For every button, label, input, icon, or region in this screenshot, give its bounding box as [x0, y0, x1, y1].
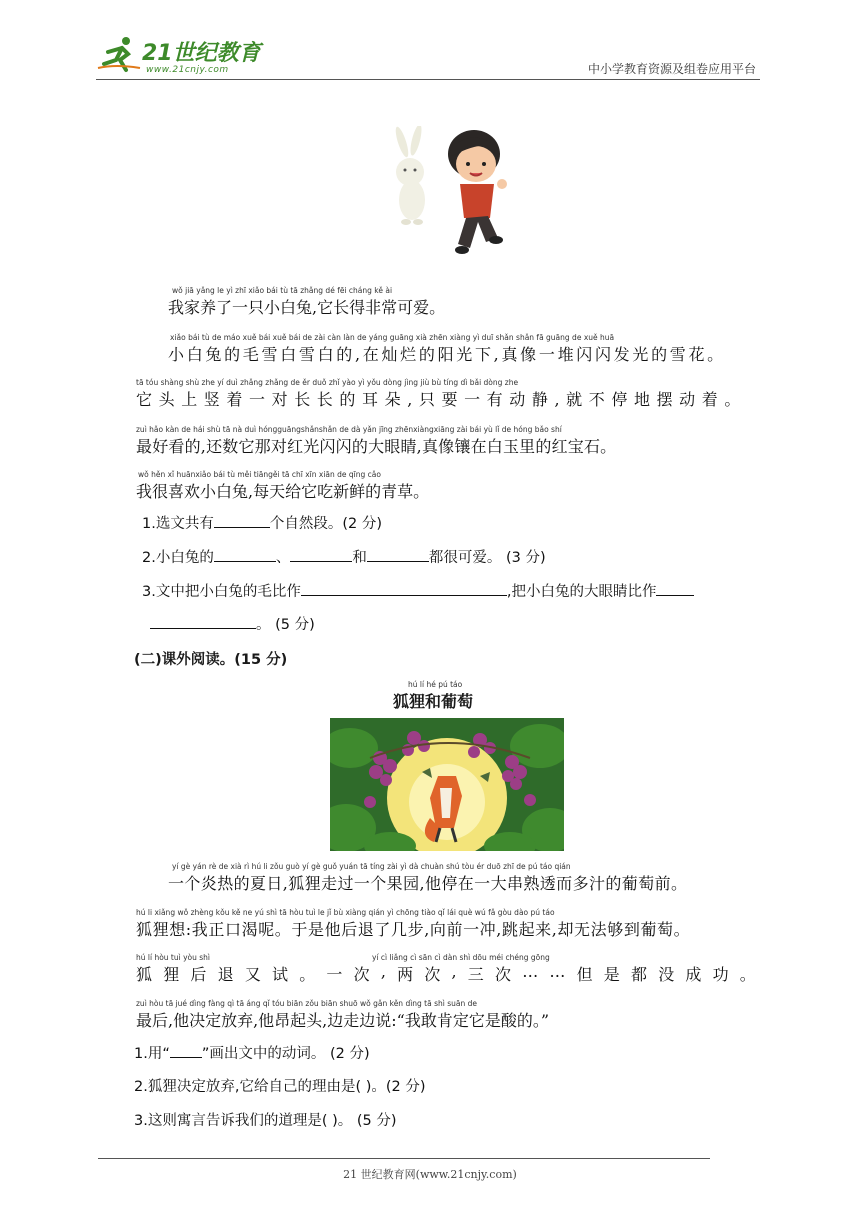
text-char: 功 — [712, 965, 729, 984]
pinyin-line: zuì hòu tā jué dìng fàng qì tā áng qǐ tóu biān zǒu biān shuō wǒ gǎn kěn dìng tā shì suān de — [136, 999, 478, 1008]
answer-blank[interactable] — [290, 547, 352, 562]
pinyin-line: zuì hǎo kàn de hái shù tā nà duì hónɡguāngshǎnshǎn de dà yǎn jīng zhēnxiàngxiāng zài bái yù lǐ de hóng bǎo shí — [136, 425, 562, 434]
text-line — [136, 962, 756, 985]
question-3: 3.这则寓言告诉我们的道理是( )。 (5 分) — [134, 1113, 397, 1129]
text-char: 但 — [576, 965, 593, 984]
header-platform-text: 中小学教育资源及组卷应用平台 — [587, 62, 756, 76]
section-heading: (二)课外阅读。(15 分) — [134, 652, 288, 668]
question-text: 。 (5 分) — [256, 617, 315, 633]
question-text: ”画出文中的动词。 (2 分) — [201, 1046, 370, 1062]
pinyin-line: wǒ hěn xǐ huānxiǎo bái tù měi tiāngěi tā chī xīn xiān de qīng cǎo — [138, 470, 381, 479]
footer-text: 21 世纪教育网(www.21cnjy.com) — [343, 1168, 517, 1181]
answer-blank[interactable] — [656, 581, 694, 596]
answer-blank[interactable] — [214, 513, 270, 528]
text-char: 。 — [739, 965, 756, 984]
text-char: 三 — [467, 965, 484, 984]
text-char: … — [522, 962, 539, 981]
question-text: 1.选文共有 — [142, 516, 214, 532]
boy-illustration — [448, 130, 507, 254]
logo-url: www.21cnjy.com — [146, 65, 229, 75]
pinyin-line: wǒ jiā yǎng le yì zhī xiǎo bái tù tā zhǎng dé fēi cháng kě ài — [172, 286, 393, 295]
text-char: 后 — [190, 965, 207, 984]
passage-title: 狐狸和葡萄 — [393, 692, 474, 711]
answer-blank[interactable] — [367, 547, 429, 562]
question-3 — [142, 580, 694, 601]
question-3-continued — [150, 613, 315, 634]
text-char: 没 — [658, 965, 675, 984]
pinyin-line: tā tóu shàng shù zhe yí duì zhǎng zhǎng de ěr duǒ zhǐ yào yì yǒu dòng jìng jiù bù tíng dì bǎi dòng zhe — [136, 378, 519, 387]
text-char: , — [451, 962, 457, 981]
fox-and-grapes-illustration — [330, 718, 564, 851]
text-line: 最后,他决定放弃,他昂起头,边走边说:“我敢肯定它是酸的。” — [136, 1011, 550, 1030]
question-text: 、 — [275, 550, 291, 566]
text-line: 最好看的,还数它那对红光闪闪的大眼睛,真像镶在白玉里的红宝石。 — [136, 437, 617, 456]
question-text: 3.文中把小白兔的毛比作 — [142, 584, 301, 600]
text-line: 它头上竖着一对长长的耳朵,只要一有动静,就不停地摆动着。 — [136, 390, 747, 409]
header-divider — [96, 79, 760, 80]
question-text: 都很可爱。 (3 分) — [428, 550, 546, 566]
pinyin-line: hú lí hòu tuì yòu shì — [136, 953, 210, 962]
pinyin-line: yí cì liǎng cì sān cì dàn shì dōu méi chéng gōng — [372, 953, 550, 962]
question-1 — [134, 1042, 370, 1063]
rabbit-illustration — [393, 126, 425, 225]
text-char: , — [380, 962, 386, 981]
pinyin-line: xiǎo bái tù de máo xuě bái xuě bái de zài càn làn de yáng guāng xià zhēn xiàng yì duī shǎn shǎn fā guāng de xuě huā — [170, 333, 615, 342]
text-line: 一个炎热的夏日,狐狸走过一个果园,他停在一大串熟透而多汁的葡萄前。 — [168, 874, 688, 893]
question-text: 和 — [352, 550, 367, 566]
text-char: 。 — [299, 965, 316, 984]
text-line: 小白兔的毛雪白雪白的,在灿烂的阳光下,真像一堆闪闪发光的雪花。 — [168, 345, 726, 364]
text-line: 狐狸想:我正口渴呢。于是他后退了几步,向前一冲,跳起来,却无法够到葡萄。 — [136, 920, 691, 939]
site-logo — [96, 34, 266, 80]
logo-text: 21世纪教育 — [142, 41, 261, 66]
answer-blank[interactable] — [214, 547, 276, 562]
question-text: 个自然段。(2 分) — [269, 516, 382, 532]
question-text: 1.用“ — [134, 1046, 170, 1062]
text-char: 狸 — [163, 965, 180, 984]
text-char: 退 — [217, 965, 234, 984]
text-char: 都 — [630, 965, 647, 984]
question-text: 2.小白兔的 — [142, 550, 214, 566]
answer-blank[interactable] — [301, 581, 507, 596]
question-1 — [142, 512, 382, 533]
text-char: 成 — [685, 965, 702, 984]
runner-icon — [96, 34, 142, 74]
text-line: 我家养了一只小白兔,它长得非常可爱。 — [168, 298, 446, 317]
text-char: 又 — [244, 965, 261, 984]
question-2 — [142, 546, 546, 567]
question-2: 2.狐狸决定放弃,它给自己的理由是( )。(2 分) — [134, 1079, 426, 1095]
underline-sample — [170, 1043, 202, 1058]
rabbit-and-boy-illustration — [382, 126, 522, 258]
pinyin-line: yí gè yán rè de xià rì hú li zǒu guò yí gè guǒ yuán tā tíng zài yì dà chuàn shú tòu ér duō zhī de pú táo qián — [172, 862, 571, 871]
pinyin-line: hú li xiǎng wǒ zhèng kǒu kě ne yú shì tā hòu tuì le jǐ bù xiàng qián yì chōng tiào qǐ lái què wú fǎ gòu dào pú táo — [136, 908, 555, 917]
text-line: 我很喜欢小白兔,每天给它吃新鲜的青草。 — [136, 482, 430, 501]
text-char: 次 — [495, 965, 512, 984]
title-pinyin: hú lí hé pú táo — [408, 680, 463, 689]
text-char: … — [549, 962, 566, 981]
text-char: 狐 — [136, 965, 153, 984]
text-char: 是 — [603, 965, 620, 984]
text-char: 两 — [397, 965, 414, 984]
question-text: ,把小白兔的大眼睛比作 — [506, 584, 657, 600]
text-char: 次 — [353, 965, 370, 984]
text-char: 一 — [326, 965, 343, 984]
text-char: 次 — [424, 965, 441, 984]
footer-divider — [98, 1158, 710, 1159]
text-char: 试 — [272, 965, 289, 984]
answer-blank[interactable] — [150, 614, 256, 629]
